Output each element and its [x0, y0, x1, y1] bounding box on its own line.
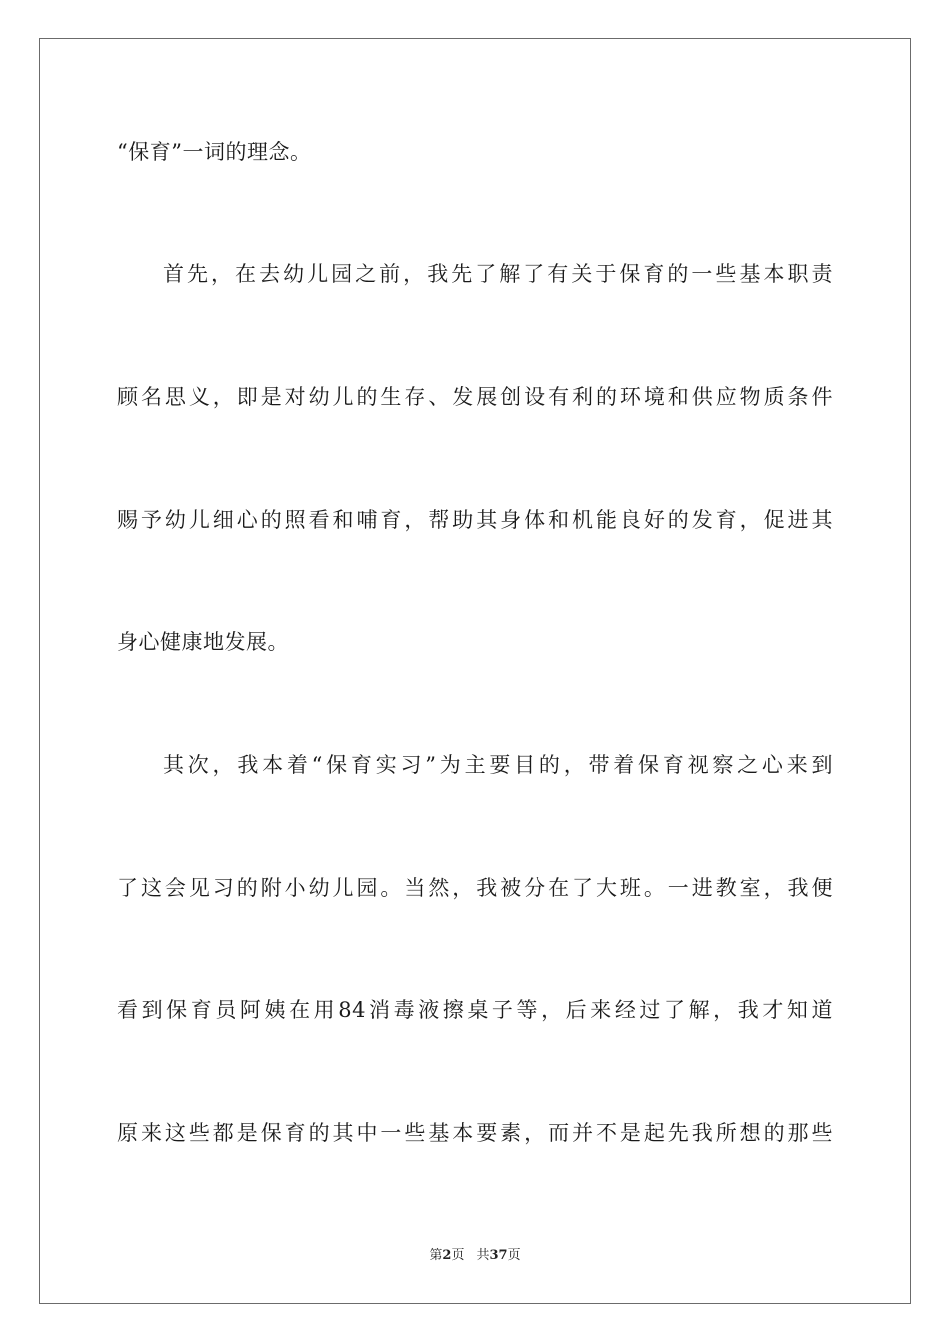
paragraph-line-3: 顾名思义，即是对幼儿的生存、发展创设有利的环境和供应物质条件: [117, 385, 833, 409]
footer-page-prefix: 第: [429, 1248, 443, 1263]
paragraph-line-6: 其次，我本着“保育实习”为主要目的，带着保育视察之心来到: [163, 753, 833, 777]
footer-total-prefix: 共: [476, 1248, 490, 1263]
footer-page-number: 2: [442, 1248, 452, 1263]
paragraph-line-4: 赐予幼儿细心的照看和哺育，帮助其身体和机能良好的发育，促进其: [117, 508, 833, 532]
paragraph-line-1: “保育”一词的理念。: [117, 140, 312, 164]
page-footer: [0, 1247, 950, 1265]
footer-total-pages: 37: [489, 1248, 508, 1263]
page-border: [39, 38, 911, 1304]
paragraph-line-7: 了这会见习的附小幼儿园。当然，我被分在了大班。一进教室，我便: [117, 876, 833, 900]
paragraph-line-2: 首先，在去幼儿园之前，我先了解了有关于保育的一些基本职责: [163, 262, 833, 286]
footer-page-suffix: 页: [451, 1248, 465, 1263]
paragraph-line-8: 看到保育员阿姨在用84消毒液擦桌子等，后来经过了解，我才知道: [117, 998, 833, 1022]
paragraph-line-9: 原来这些都是保育的其中一些基本要素，而并不是起先我所想的那些: [117, 1121, 833, 1145]
paragraph-line-5: 身心健康地发展。: [117, 630, 289, 654]
footer-total-suffix: 页: [507, 1248, 521, 1263]
